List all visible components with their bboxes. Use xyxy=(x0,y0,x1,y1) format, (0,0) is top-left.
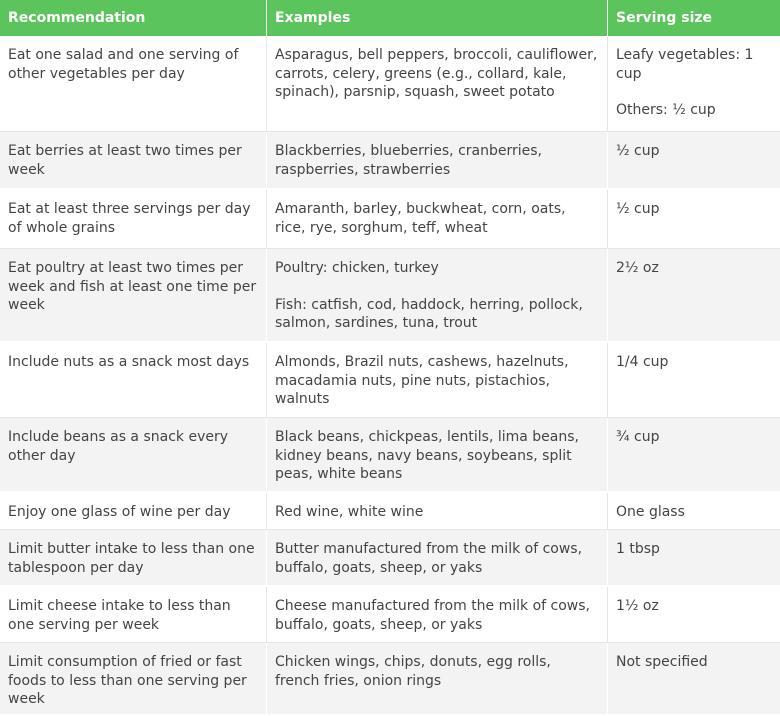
serving-size-text: Not specified xyxy=(616,654,708,670)
serving-size-text: Others: ½ cup xyxy=(616,102,716,119)
recommendation-cell: Include nuts as a snack most days xyxy=(0,343,267,418)
serving-size-text: 1/4 cup xyxy=(616,354,669,370)
table-row xyxy=(0,530,780,587)
table-row xyxy=(0,643,780,716)
serving-size-cell xyxy=(608,343,780,418)
recommendation-cell: Eat at least three servings per day of whole grains xyxy=(0,190,267,249)
recommendation-cell: Limit butter intake to less than one tablespoon per day xyxy=(0,530,267,587)
examples-text: Chicken wings, chips, donuts, egg rolls, french fries, onion rings xyxy=(275,654,551,689)
examples-text: Black beans, chickpeas, lentils, lima beans, kidney beans, navy beans, soybeans, split peas, white beans xyxy=(275,429,579,483)
examples-cell xyxy=(267,493,608,530)
serving-size-cell xyxy=(608,643,780,716)
examples-cell xyxy=(267,418,608,493)
recommendation-cell: Eat berries at least two times per week xyxy=(0,132,267,190)
table-row xyxy=(0,343,780,418)
examples-text: Amaranth, barley, buckwheat, corn, oats, rice, rye, sorghum, teff, wheat xyxy=(275,201,566,236)
serving-size-text: One glass xyxy=(616,504,685,520)
examples-cell xyxy=(267,190,608,249)
examples-cell xyxy=(267,643,608,716)
serving-size-text: ½ cup xyxy=(616,143,660,159)
examples-cell xyxy=(267,132,608,190)
serving-size-cell xyxy=(608,587,780,643)
examples-text: Cheese manufactured from the milk of cows, buffalo, goats, sheep, or yaks xyxy=(275,598,590,633)
serving-size-cell xyxy=(608,249,780,343)
serving-size-cell xyxy=(608,190,780,249)
recommendation-cell: Limit consumption of fried or fast foods to less than one serving per week xyxy=(0,643,267,716)
serving-size-text: 2½ oz xyxy=(616,260,659,276)
serving-size-cell xyxy=(608,36,780,132)
table-row xyxy=(0,418,780,493)
serving-size-cell xyxy=(608,132,780,190)
table-row xyxy=(0,190,780,249)
serving-size-text: 1 tbsp xyxy=(616,541,660,557)
table-row xyxy=(0,493,780,530)
table-row xyxy=(0,587,780,643)
examples-text: Red wine, white wine xyxy=(275,504,424,520)
serving-size-cell xyxy=(608,418,780,493)
serving-size-cell xyxy=(608,493,780,530)
recommendation-cell: Limit cheese intake to less than one serving per week xyxy=(0,587,267,643)
serving-size-text: ½ cup xyxy=(616,201,660,217)
examples-text: Blackberries, blueberries, cranberries, raspberries, strawberries xyxy=(275,143,542,178)
examples-cell xyxy=(267,343,608,418)
header-examples: Examples xyxy=(267,0,608,36)
examples-text: Poultry: chicken, turkey xyxy=(275,260,439,276)
examples-text: Almonds, Brazil nuts, cashews, hazelnuts, macadamia nuts, pine nuts, pistachios, walnuts xyxy=(275,354,569,408)
serving-size-text: 1½ oz xyxy=(616,598,659,614)
examples-cell xyxy=(267,249,608,343)
recommendation-cell: Include beans as a snack every other day xyxy=(0,418,267,493)
table-row xyxy=(0,132,780,190)
examples-cell xyxy=(267,587,608,643)
serving-size-cell xyxy=(608,530,780,587)
examples-cell xyxy=(267,36,608,132)
examples-text: Asparagus, bell peppers, broccoli, cauliflower, carrots, celery, greens (e.g., collard, kale, spinach), parsnip, squash, sweet potato xyxy=(275,47,598,101)
serving-size-text: ¾ cup xyxy=(616,429,660,445)
header-row xyxy=(0,0,780,36)
serving-size-text: Leafy vegetables: 1 cup xyxy=(616,47,754,82)
recommendation-cell: Eat poultry at least two times per week and fish at least one time per week xyxy=(0,249,267,343)
table-row xyxy=(0,249,780,343)
header-recommendation: Recommendation xyxy=(0,0,267,36)
table-body xyxy=(0,36,780,716)
examples-cell xyxy=(267,530,608,587)
examples-text: Fish: catfish, cod, haddock, herring, pollock, salmon, sardines, tuna, trout xyxy=(275,296,583,332)
examples-text: Butter manufactured from the milk of cows, buffalo, goats, sheep, or yaks xyxy=(275,541,583,576)
table-header xyxy=(0,0,780,36)
table-row xyxy=(0,36,780,132)
recommendation-cell: Eat one salad and one serving of other vegetables per day xyxy=(0,36,267,132)
recommendation-cell: Enjoy one glass of wine per day xyxy=(0,493,267,530)
header-serving-size: Serving size xyxy=(608,0,780,36)
